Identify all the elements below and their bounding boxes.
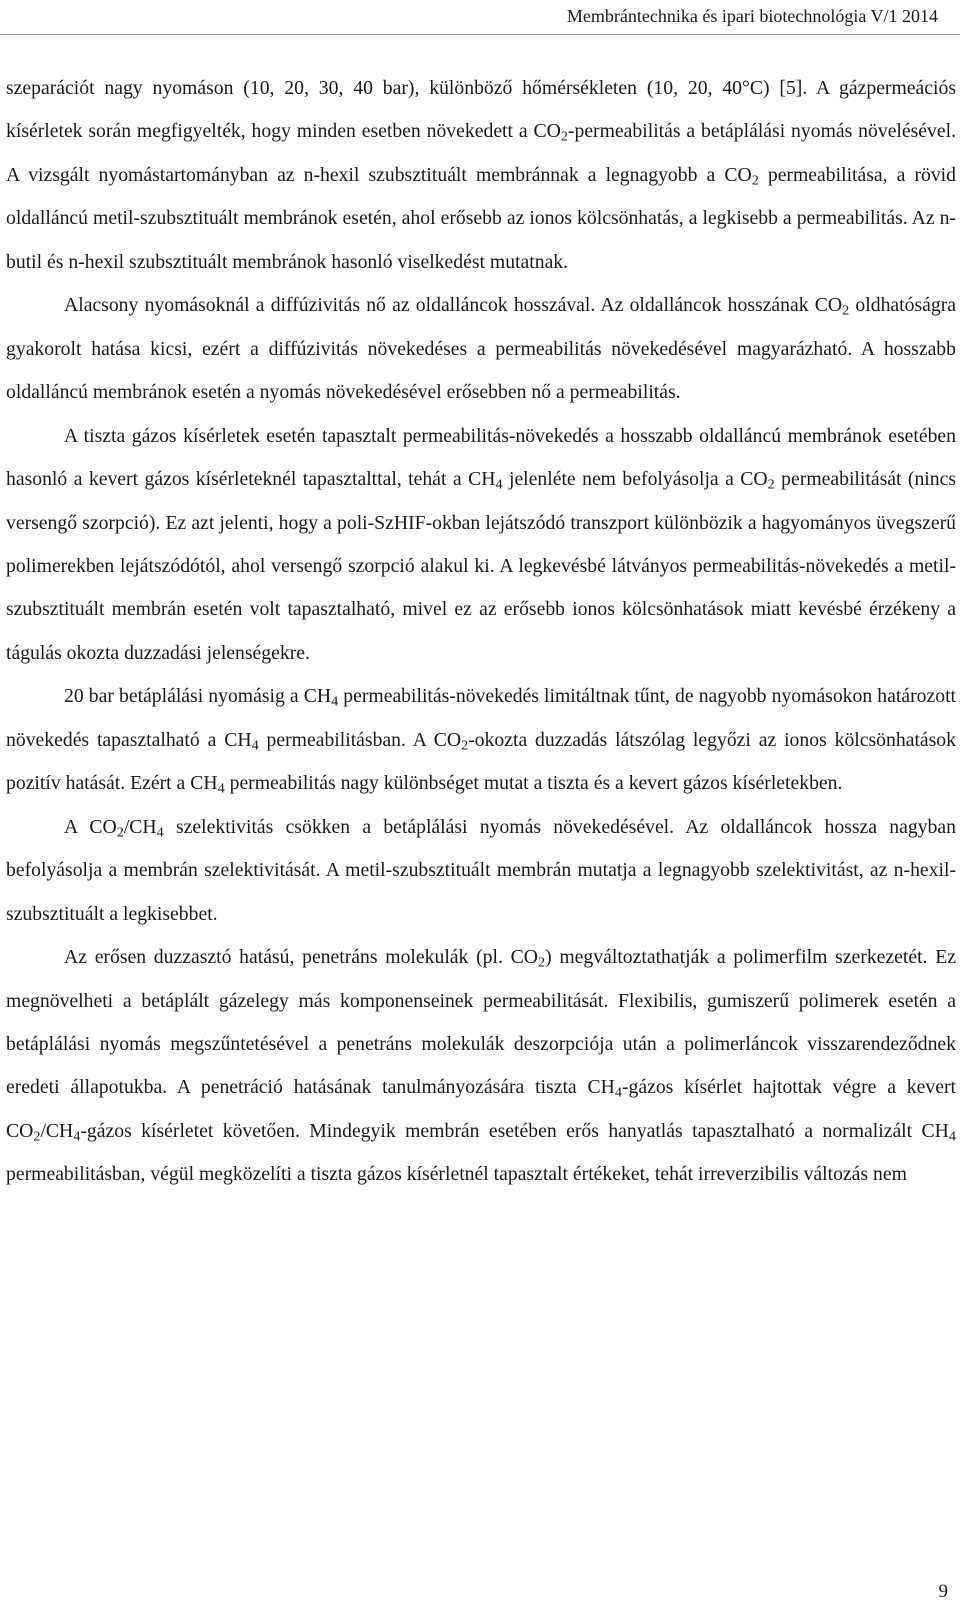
subscript: 4 [156,824,164,841]
subscript: 4 [614,1084,622,1101]
text-run: permeabilitása, a rövid oldalláncú metil-szubsztituált membránok esetén, ahol erősebb az ionos kölcsönhatás, a legkisebb a permeabilitás. Az n-butil és n-hexil szubsztituált membránok hasonló viselkedést mutatnak. [6,163,957,273]
subscript: 2 [116,824,124,841]
subscript: 2 [842,302,850,319]
paragraph [6,936,956,1197]
text-run: Az erősen duzzasztó hatású, penetráns molekulák (pl. CO [64,946,538,969]
running-header: Membrántechnika és ipari biotechnológia V/1 2014 [566,6,938,26]
subscript: 2 [537,954,546,971]
text-run: permeabilitás-növekedés limitáltnak tűnt, de nagyobb nyomásokon határozott növekedés tapasztalható a CH [6,685,957,751]
text-run: permeabilitás nagy különbséget mutat a tiszta és a kevert gázos kísérletekben. [224,772,843,795]
text-run: A tiszta gázos kísérletek esetén tapasztalt permeabilitás-növekedés a hosszabb oldalláncú membránok esetében hasonló a kevert gázos kísérleteknél tapasztalttal, tehát a CH [6,424,956,491]
text-run: permeabilitásban, végül megközelíti a tiszta gázos kísérletnél tapasztalt értékeket, tehát irreverzibilis változás nem [6,1163,907,1186]
text-run: /CH [40,1119,74,1142]
body-text [6,67,956,1197]
subscript: 2 [751,172,759,189]
text-run: -gázos kísérlet hajtottak végre a kevert CO [6,1076,956,1142]
subscript: 2 [461,737,469,754]
text-run: 20 bar betáplálási nyomásig a CH [64,685,332,708]
text-run: jelenléte nem befolyásolja a CO [502,468,768,491]
subscript: 4 [251,737,259,754]
paragraph [6,415,956,676]
text-run: szeparációt nagy nyomáson (10, 20, 30, 40 bar), különböző hőmérsékleten (10, 20, 40°C) [5]. A gázpermeációs kísérletek során megfigyelték, hogy minden esetben növekedett a CO [6,77,956,143]
header-rule [0,34,960,35]
text-run: -okozta duzzadás látszólag legyőzi az ionos kölcsönhatások pozitív hatását. Ezért a CH [6,728,956,795]
text-run: permeabilitásban. A CO [258,728,462,751]
paragraph [6,675,956,805]
subscript: 4 [948,1128,956,1145]
text-run: oldhatóságra gyakorolt hatása kicsi, ezért a diffúzivitás növekedéses a permeabilitás növekedésével magyarázható. A hosszabb oldalláncú membránok esetén a nyomás növekedésével erősebben nő a permeabilitás. [6,294,957,404]
text-run: szelektivitás csökken a betáplálási nyomás növekedésével. Az oldalláncok hossza nagyban befolyásolja a membrán szelektivitását. A metil-szubsztituált membrán mutatja a legnagyobb szelektivitást, az n-hexil-szubsztituált a legkisebbet. [6,815,956,925]
paragraph [6,67,956,284]
paragraph [6,284,956,414]
text-run: A CO [64,815,117,838]
subscript: 4 [331,693,339,710]
page-number: 9 [938,1581,948,1602]
text-run: -gázos kísérletet követően. Mindegyik membrán esetében erős hanyatlás tapasztalható a normalizált CH [80,1119,949,1142]
subscript: 2 [33,1128,41,1145]
text-run: /CH [123,815,157,838]
paragraph [6,806,956,936]
subscript: 4 [73,1128,81,1145]
subscript: 4 [217,780,225,797]
text-run: ) megváltoztathatják a polimerfilm szerkezetét. Ez megnövelheti a betáplált gázelegy más komponenseinek permeabilitását. Flexibilis, gumiszerű polimerek esetén a betáplálási nyomás megszűntetésével a penetráns molekulák deszorpciója után a polimerláncok visszarendeződnek eredeti állapotukba. A penetráció hatásának tanulmányozására tiszta CH [6,946,956,1099]
text-run: permeabilitását (nincs versengő szorpció). Ez azt jelenti, hogy a poli-SzHIF-okban lejátszódó transzport különbözik a hagyományos üvegszerű polimerekben lejátszódótól, ahol versengő szorpció alakul ki. A legkevésbé látványos permeabilitás-növekedés a metil-szubsztituált membrán esetén volt tapasztalható, mivel ez az erősebb ionos kölcsönhatások miatt kevésbé érzékeny a tágulás okozta duzzadási jelenségekre. [6,468,956,664]
subscript: 4 [495,476,503,493]
subscript: 2 [767,476,775,493]
subscript: 2 [560,128,568,145]
text-run: -permeabilitás a betáplálási nyomás növelésével. A vizsgált nyomástartományban az n-hexil szubsztituált membránnak a legnagyobb a CO [6,120,957,186]
text-run: Alacsony nyomásoknál a diffúzivitás nő az oldalláncok hosszával. Az oldalláncok hosszának CO [64,294,843,317]
